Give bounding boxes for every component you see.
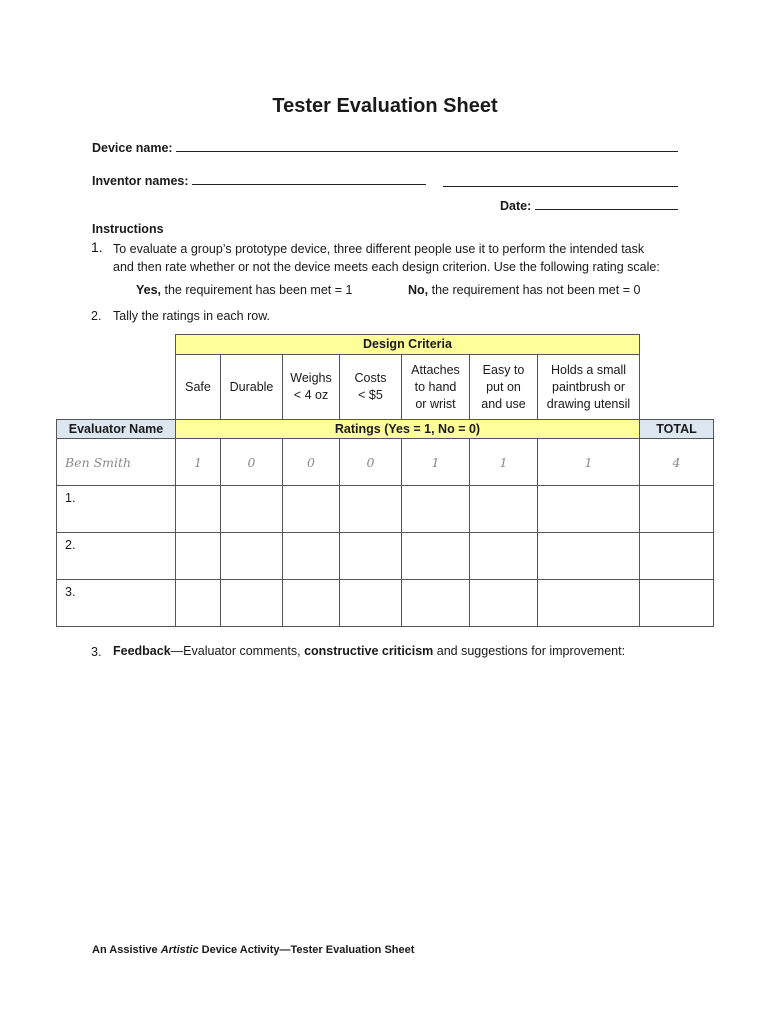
example-rating: 1 [402, 439, 470, 486]
criterion-line: Attaches [411, 362, 460, 377]
feedback-text-1: —Evaluator comments, [170, 644, 305, 658]
inventor-name-line-1[interactable] [192, 172, 426, 185]
feedback-bold-text: constructive criticism [304, 644, 434, 658]
criterion-line: Durable [229, 379, 274, 394]
criterion-line: Easy to [482, 362, 525, 377]
step-2-text: Tally the ratings in each row. [113, 309, 271, 323]
yes-rating-rule [136, 283, 352, 297]
criterion-line: Costs [354, 371, 387, 385]
table-row [57, 580, 714, 627]
rating-cell[interactable] [340, 533, 402, 580]
no-label: No, [408, 283, 429, 297]
rating-cell[interactable] [402, 533, 470, 580]
criterion-line: and use [481, 396, 526, 411]
feedback-area[interactable] [92, 665, 692, 925]
evaluator-2-cell[interactable]: 2. [57, 533, 176, 580]
rating-cell[interactable] [176, 486, 221, 533]
criterion-line: to hand [414, 379, 457, 394]
rating-cell[interactable] [221, 486, 283, 533]
evaluator-1-cell[interactable]: 1. [57, 486, 176, 533]
header-spacer [57, 335, 176, 355]
rating-cell[interactable] [176, 533, 221, 580]
device-name-label: Device name: [92, 141, 173, 155]
criterion-line: put on [486, 379, 521, 394]
step-1-text [113, 240, 693, 276]
rating-cell[interactable] [402, 580, 470, 627]
device-name-field[interactable] [92, 139, 682, 155]
footer-italic: Artistic [160, 944, 199, 956]
example-rating: 0 [221, 439, 283, 486]
step-1-line-1: To evaluate a group’s prototype device, three different people use it to perform the intended task [113, 242, 645, 256]
rating-cell[interactable] [538, 580, 640, 627]
inventor-name-line-2[interactable] [443, 174, 678, 187]
rating-cell[interactable] [283, 486, 340, 533]
feedback-label: Feedback [113, 644, 171, 658]
criterion-costs [340, 355, 402, 420]
rating-cell[interactable] [176, 580, 221, 627]
rating-cell[interactable] [470, 533, 538, 580]
total-cell[interactable] [640, 580, 714, 627]
inventor-names-label: Inventor names: [92, 174, 189, 188]
rating-cell[interactable] [283, 580, 340, 627]
rating-cell[interactable] [283, 533, 340, 580]
step-3-number: 3. [91, 645, 102, 659]
instructions-heading: Instructions [92, 222, 164, 236]
step-2-number: 2. [91, 309, 102, 323]
total-cell[interactable] [640, 486, 714, 533]
criterion-attaches [402, 355, 470, 420]
total-header: TOTAL [640, 420, 714, 439]
no-text: the requirement has not been met = 0 [428, 283, 641, 297]
rating-cell[interactable] [470, 486, 538, 533]
rating-cell[interactable] [221, 533, 283, 580]
feedback-instruction [113, 644, 713, 658]
criterion-easy [470, 355, 538, 420]
example-rating: 0 [340, 439, 402, 486]
criterion-line: < $5 [358, 388, 383, 402]
rating-cell[interactable] [340, 486, 402, 533]
page-footer [92, 944, 414, 956]
criterion-line: paintbrush or [552, 379, 625, 394]
table-row [57, 486, 714, 533]
criteria-spacer [57, 355, 176, 420]
criterion-line: Weighs [290, 371, 332, 385]
table-row [57, 533, 714, 580]
rating-cell[interactable] [538, 533, 640, 580]
date-field[interactable] [500, 197, 690, 213]
yes-label: Yes, [136, 283, 162, 297]
criterion-safe [176, 355, 221, 420]
footer-suffix: Device Activity—Tester Evaluation Sheet [198, 944, 415, 956]
yes-text: the requirement has been met = 1 [161, 283, 353, 297]
example-rating: 0 [283, 439, 340, 486]
rating-cell[interactable] [538, 486, 640, 533]
feedback-text-2: and suggestions for improvement: [433, 644, 626, 658]
footer-prefix: An Assistive [92, 944, 161, 956]
example-row [57, 439, 714, 486]
step-1-number: 1. [91, 239, 103, 255]
criterion-holds [538, 355, 640, 420]
criterion-weighs [283, 355, 340, 420]
rating-cell[interactable] [340, 580, 402, 627]
example-rating: 1 [176, 439, 221, 486]
criterion-line: drawing utensil [546, 396, 631, 411]
header-spacer-right [640, 335, 714, 355]
no-rating-rule [408, 283, 640, 297]
criterion-line: Holds a small [550, 362, 627, 377]
criterion-durable [221, 355, 283, 420]
example-rating: 1 [470, 439, 538, 486]
example-rating: 1 [538, 439, 640, 486]
page-title: Tester Evaluation Sheet [272, 95, 498, 117]
ratings-header: Ratings (Yes = 1, No = 0) [176, 420, 640, 439]
total-cell[interactable] [640, 533, 714, 580]
evaluator-name-header: Evaluator Name [57, 420, 176, 439]
step-1-line-2: and then rate whether or not the device meets each design criterion. Use the following rating scale: [113, 260, 660, 274]
evaluator-3-cell[interactable]: 3. [57, 580, 176, 627]
criterion-line: < 4 oz [293, 388, 329, 402]
rating-cell[interactable] [402, 486, 470, 533]
device-name-line[interactable] [176, 139, 678, 152]
rating-cell[interactable] [470, 580, 538, 627]
rating-cell[interactable] [221, 580, 283, 627]
evaluation-table [56, 334, 714, 627]
criteria-spacer-right [640, 355, 714, 420]
example-total: 4 [640, 439, 714, 486]
date-line[interactable] [535, 197, 678, 210]
criterion-line: Safe [185, 379, 211, 394]
date-label: Date: [500, 199, 532, 213]
example-evaluator-name: Ben Smith [57, 439, 176, 486]
design-criteria-header: Design Criteria [176, 335, 640, 355]
criterion-line: or wrist [415, 396, 456, 411]
